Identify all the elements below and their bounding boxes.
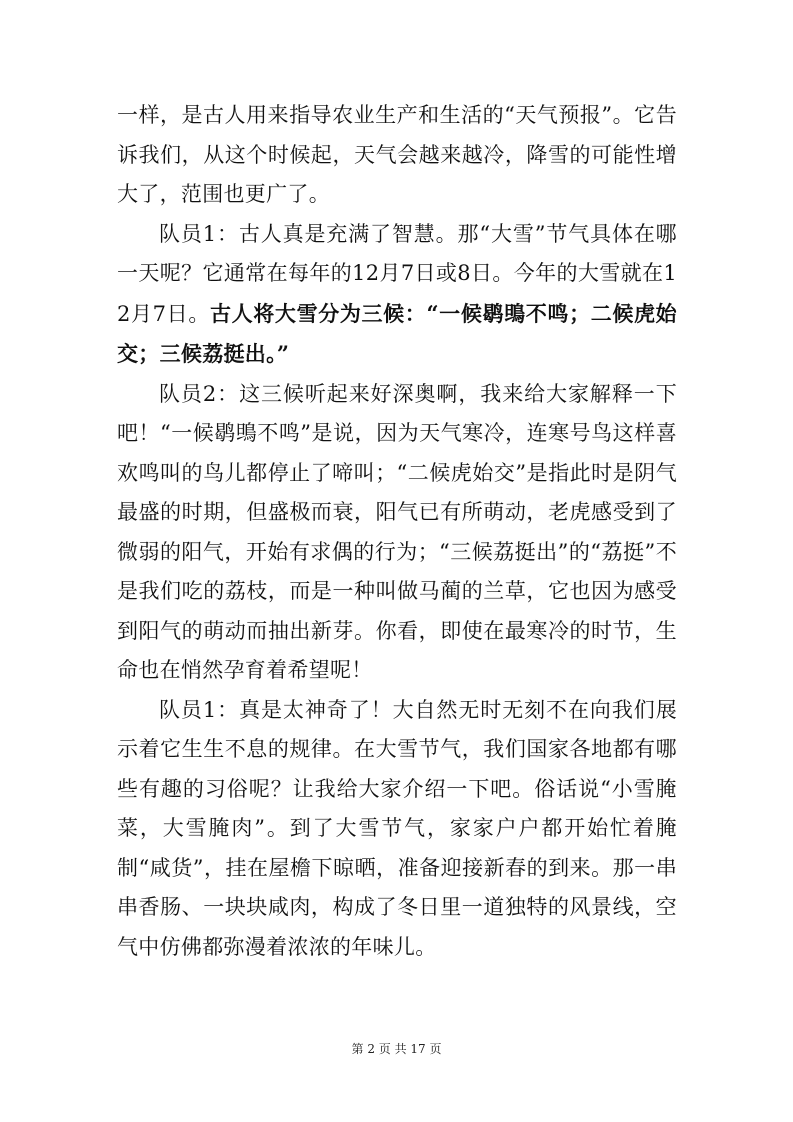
paragraph-member1-wisdom	[117, 215, 677, 375]
document-body	[117, 96, 677, 967]
paragraph-member1-customs	[117, 691, 677, 968]
paragraph-text: 队员1：古人真是充满了智慧。那“大雪”节气具体在哪一天呢？它通常在每年的12月7日或8日。今年的大雪就在12月7日。	[117, 221, 677, 326]
page-number-footer: 第 2 页 共 17 页	[351, 1042, 442, 1056]
paragraph-text: 队员2：这三候听起来好深奥啊，我来给大家解释一下吧！“一候鹖鴠不鸣”是说，因为天气寒冷，连寒号鸟这样喜欢鸣叫的鸟儿都停止了啼叫；“二候虎始交”是指此时是阴气最盛的时期，但盛极而衰，阳气已有所萌动，老虎感受到了微弱的阳气，开始有求偶的行为；“三候荔挺出”的“荔挺”不是我们吃的荔枝，而是一种叫做马蔺的兰草，它也因为感受到阳气的萌动而抽出新芽。你看，即使在最寒冷的时节，生命也在悄然孕育着希望呢！	[117, 381, 677, 682]
paragraph-text: 一样，是古人用来指导农业生产和生活的“天气预报”。它告诉我们，从这个时候起，天气会越来越冷，降雪的可能性增大了，范围也更广了。	[117, 103, 677, 206]
paragraph-text: 队员1：真是太神奇了！大自然无时无刻不在向我们展示着它生生不息的规律。在大雪节气，我们国家各地都有哪些有趣的习俗呢？让我给大家介绍一下吧。俗话说“小雪腌菜，大雪腌肉”。到了大雪节气，家家户户都开始忙着腌制“咸货”，挂在屋檐下晾晒，准备迎接新春的到来。那一串串香肠、一块块咸肉，构成了冬日里一道独特的风景线，空气中仿佛都弥漫着浓浓的年味儿。	[117, 697, 677, 959]
paragraph-member2-three-phases	[117, 375, 677, 691]
paragraph-bold-text: 古人将大雪分为三候：“一候鹖鴠不鸣；二候虎始交；三候荔挺出。”	[117, 300, 677, 366]
paragraph-continuation	[117, 96, 677, 215]
